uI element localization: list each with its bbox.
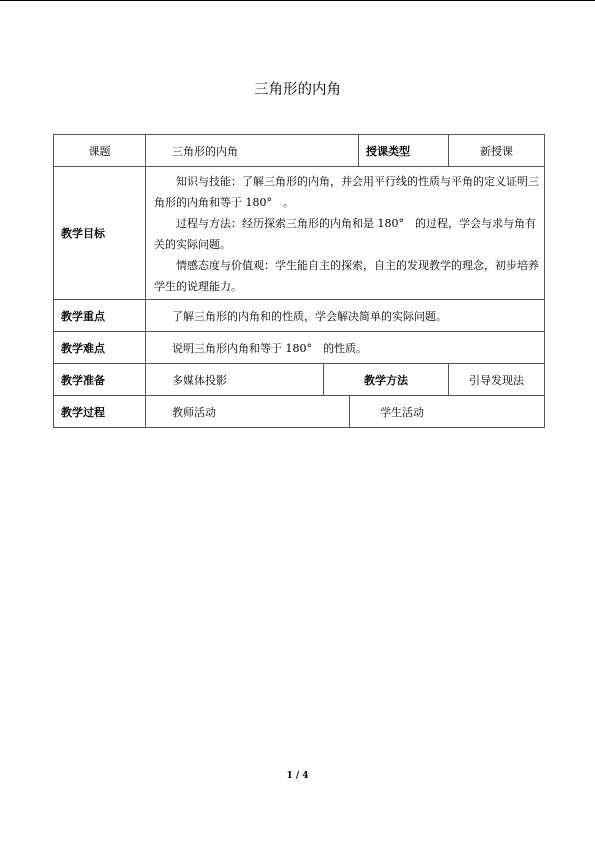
lesson-type-value: 新授课: [449, 135, 545, 167]
objective-knowledge: 知识与技能：了解三角形的内角，并会用平行线的性质与平角的定义证明三角形的内角和等于 180° 。: [154, 175, 539, 209]
objective-process: 过程与方法：经历探索三角形的内角和是 180° 的过程，学会与求与角有关的实际问题。: [154, 217, 536, 251]
preparation-value: 多媒体投影: [146, 364, 324, 396]
objectives-content: [146, 167, 545, 300]
lesson-type-label: 授课类型: [359, 135, 449, 167]
page-top-rule: [0, 0, 595, 1]
topic-label: 课题: [54, 135, 146, 167]
objective-attitude: 情感态度与价值观：学生能自主的探索，自主的发现教学的理念，初步培养学生的说理能力。: [154, 259, 539, 293]
process-label: 教学过程: [54, 396, 146, 428]
row-preparation: [54, 364, 545, 396]
teacher-activity: 教师活动: [146, 396, 350, 427]
key-points-label: 教学重点: [54, 300, 146, 332]
method-label: 教学方法: [324, 364, 449, 396]
key-points-value: 了解三角形的内角和的性质，学会解决简单的实际问题。: [146, 300, 545, 332]
row-objectives: [54, 167, 545, 300]
row-difficulties: [54, 332, 545, 364]
row-key-points: [54, 300, 545, 332]
method-value: 引导发现法: [449, 364, 545, 396]
row-process: [54, 396, 545, 428]
preparation-label: 教学准备: [54, 364, 146, 396]
page-number: 1 / 4: [286, 771, 309, 781]
student-activity: 学生活动: [380, 405, 424, 419]
topic-value: 三角形的内角: [146, 135, 359, 167]
difficulties-value: 说明三角形内角和等于 180° 的性质。: [146, 332, 545, 364]
objectives-label: 教学目标: [54, 167, 146, 300]
difficulties-label: 教学难点: [54, 332, 146, 364]
process-content: [146, 396, 545, 428]
process-subtable: [146, 396, 544, 427]
row-topic: [54, 135, 545, 167]
lesson-plan-table: [53, 134, 545, 428]
document-title: 三角形的内角: [254, 82, 341, 98]
